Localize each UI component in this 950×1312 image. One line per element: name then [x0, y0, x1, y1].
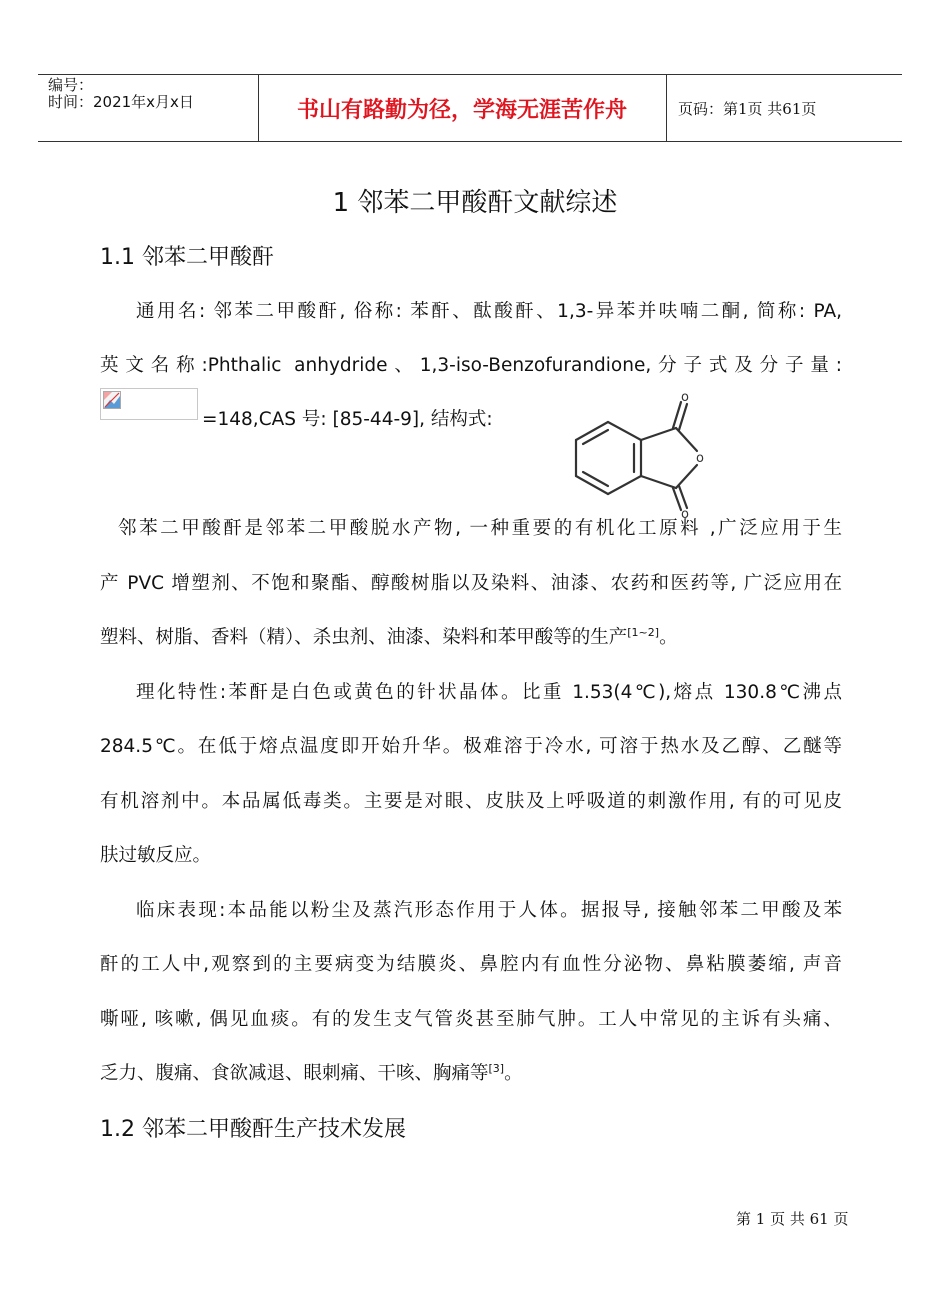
- text-line: 有机溶剂中。本品属低毒类。主要是对眼、皮肤及上呼吸道的刺激作用, 有的可见皮: [100, 791, 842, 812]
- text-line: 嘶哑, 咳嗽, 偶见血痰。有的发生支气管炎甚至肺气肿。工人中常见的主诉有头痛、: [100, 1009, 842, 1030]
- phthalic-anhydride-structure: [566, 388, 716, 518]
- text-line: 通用名: 邻苯二甲酸酐, 俗称: 苯酐、酞酸酐、1,3-异苯并呋喃二酮, 简称: PA,: [136, 301, 842, 322]
- broken-image-icon: [103, 391, 121, 409]
- number-label: 编号：: [48, 76, 94, 94]
- section-heading-1-1: 1.1 邻苯二甲酸酐: [100, 245, 274, 270]
- text-line: 产 PVC 增塑剂、不饱和聚酯、醇酸树脂以及染料、油漆、农药和医药等, 广泛应用在: [100, 573, 842, 594]
- header-page-info: 页码：第1页 共61页: [678, 99, 817, 118]
- document-title: 1 邻苯二甲酸酐文献综述: [332, 188, 618, 218]
- text-span: 。: [659, 627, 678, 648]
- time-label: 时间：2021年x月x日: [48, 93, 194, 111]
- text-line: 英文名称:Phthalic anhydride、1,3-iso-Benzofurandione,分子式及分子量:: [100, 355, 842, 376]
- section-heading-1-2: 1.2 邻苯二甲酸酐生产技术发展: [100, 1117, 406, 1142]
- text-span: 。: [504, 1063, 523, 1084]
- header-motto: 书山有路勤为径，学海无涯苦作舟: [296, 96, 627, 123]
- text-span: 乏力、腹痛、食欲减退、眼刺痛、干咳、胸痛等: [100, 1063, 489, 1084]
- text-line: 酐的工人中,观察到的主要病变为结膜炎、鼻腔内有血性分泌物、鼻粘膜萎缩, 声音: [100, 954, 842, 975]
- text-line: [100, 623, 842, 649]
- oxygen-atom-label: o: [681, 390, 689, 405]
- formula-image-placeholder: [100, 388, 198, 420]
- header-divider: [666, 75, 667, 141]
- citation-ref: [1~2]: [627, 626, 660, 639]
- text-line: 临床表现:本品能以粉尘及蒸汽形态作用于人体。据报导, 接触邻苯二甲酸及苯: [136, 900, 842, 921]
- text-line: 284.5℃。在低于熔点温度即开始升华。极难溶于冷水, 可溶于热水及乙醇、乙醚等: [100, 736, 842, 757]
- text-line: 肤过敏反应。: [100, 845, 212, 866]
- page-footer: 第 1 页 共 61 页: [736, 1210, 849, 1228]
- citation-ref: [3]: [488, 1062, 505, 1075]
- text-line: =148,CAS 号: [85-44-9], 结构式:: [202, 409, 493, 430]
- text-span: 塑料、树脂、香料（精）、杀虫剂、油漆、染料和苯甲酸等的生产: [100, 627, 628, 648]
- text-line: 邻苯二甲酸酐是邻苯二甲酸脱水产物, 一种重要的有机化工原料 ,广泛应用于生: [118, 518, 842, 539]
- page-header: [38, 74, 902, 142]
- header-meta: [48, 77, 194, 111]
- text-line: [100, 1059, 842, 1085]
- text-line: 理化特性:苯酐是白色或黄色的针状晶体。比重 1.53(4℃),熔点 130.8℃沸点: [136, 682, 842, 703]
- oxygen-atom-label: o: [681, 507, 689, 518]
- oxygen-atom-label: o: [696, 451, 704, 466]
